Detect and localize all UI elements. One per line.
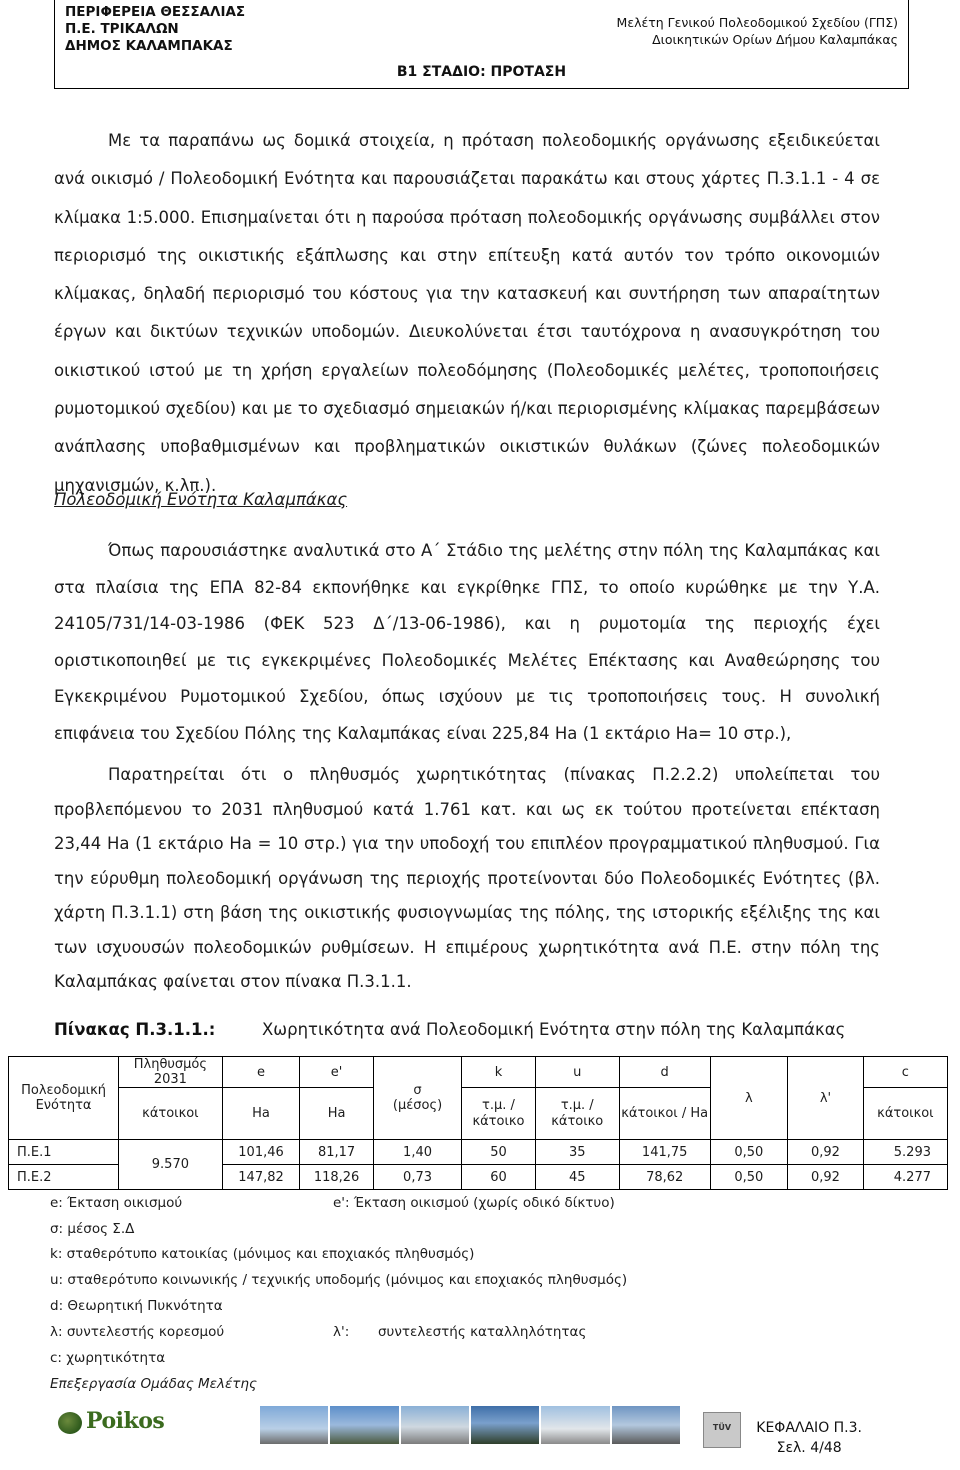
capacity-table (8, 1056, 948, 1190)
footer-photo (401, 1406, 469, 1444)
header-authority (65, 4, 245, 55)
unit-c: κάτοικοι (863, 1088, 947, 1140)
footer-page-number: Σελ. 4/48 (776, 1440, 842, 1456)
row1-k: 50 (462, 1140, 535, 1165)
legend-u: u: σταθερότυπο κοινωνικής / τεχνικής υποδομής (μόνιμος και εποχιακός πληθυσμός) (50, 1272, 628, 1288)
logo-name: Poikos (86, 1408, 165, 1434)
page-header (54, 0, 909, 89)
header-region: ΠΕΡΙΦΕΡΕΙΑ ΘΕΣΣΑΛΙΑΣ (65, 4, 246, 20)
row2-l2: 0,92 (788, 1165, 864, 1190)
th-l: λ (710, 1057, 788, 1140)
footer-photo (541, 1406, 609, 1444)
footer-photo (260, 1406, 328, 1444)
row1-u: 35 (535, 1140, 619, 1165)
th-k: k (462, 1057, 535, 1088)
row2-e2: 118,26 (300, 1165, 373, 1190)
unit-u: τ.μ. / κάτοικο (535, 1088, 619, 1140)
th-u: u (535, 1057, 619, 1088)
footer-photo (612, 1406, 680, 1444)
row2-k: 60 (462, 1165, 535, 1190)
th-l2: λ' (788, 1057, 864, 1140)
unit-e2: Ηa (300, 1088, 373, 1140)
certification-badge (703, 1412, 741, 1448)
table-caption-label: Πίνακας Π.3.1.1.: (54, 1020, 216, 1039)
header-prefecture: Π.Ε. ΤΡΙΚΑΛΩΝ (65, 21, 179, 37)
pop-total: 9.570 (119, 1140, 223, 1190)
legend-e: e: Έκταση οικισμού (50, 1195, 183, 1211)
legend-k: k: σταθερότυπο κατοικίας (μόνιμος και εποχιακός πληθυσμός) (50, 1246, 475, 1262)
row2-l: 0,50 (710, 1165, 788, 1190)
unit-k: τ.μ. / κάτοικο (462, 1088, 535, 1140)
row1-e2: 81,17 (300, 1140, 373, 1165)
row2-c: 4.277 (863, 1165, 947, 1190)
legend-c: c: χωρητικότητα (50, 1350, 166, 1366)
footer-photo (330, 1406, 398, 1444)
header-study-title: Μελέτη Γενικού Πολεοδομικού Σχεδίου (ΓΠΣ) (616, 15, 898, 30)
cert-label: TÜV (712, 1423, 732, 1432)
row1-l2: 0,92 (788, 1140, 864, 1165)
th-e2: e' (300, 1057, 373, 1088)
th-s-sub: (μέσος) (392, 1098, 443, 1113)
footer-photo (471, 1406, 539, 1444)
table-row (9, 1140, 948, 1165)
row2-d: 78,62 (619, 1165, 710, 1190)
header-study (617, 14, 898, 48)
table-caption-text: Χωρητικότητα ανά Πολεοδομική Ενότητα στην πόλη της Καλαμπάκας (262, 1020, 846, 1039)
section-subheading: Πολεοδομική Ενότητα Καλαμπάκας (54, 490, 348, 509)
row2-unit: Π.Ε.2 (9, 1165, 119, 1190)
row2-e: 147,82 (222, 1165, 300, 1190)
paragraph-capacity: Παρατηρείται ότι ο πληθυσμός χωρητικότητας (πίνακας Π.2.2.2) υπολείπεται του προβλεπόμενου το 2031 πληθυσμού κατά 1.761 κατ. και ως εκ τούτου προτείνεται επέκταση 23,44 Ηa (1 εκτάριο Ηa = 10 στρ.) για την υποδοχή του επιπλέον προγραμματικού πληθυσμού. Για την εύρυθμη πολεοδομική οργάνωση της περιοχής προτείνονται δύο Πολεοδομικές Ενότητες (βλ. χάρτη Π.3.1.1) στη βάση της οικιστικής φυσιογνωμίας της πόλης, της ιστορικής εξέλιξης της και των ισχυουσών πολεοδομικών ρυθμίσεων. Η επιμέρους χωρητικότητα ανά Π.Ε. στην πόλη της Καλαμπάκας φαίνεται στον πίνακα Π.3.1.1. (54, 765, 880, 991)
legend-s: σ: μέσος Σ.Δ (50, 1221, 135, 1237)
row1-unit: Π.Ε.1 (9, 1140, 119, 1165)
th-c: c (863, 1057, 947, 1088)
th-s (373, 1057, 462, 1140)
row1-c: 5.293 (863, 1140, 947, 1165)
th-d: d (619, 1057, 710, 1088)
paragraph-intro: Με τα παραπάνω ως δομικά στοιχεία, η πρόταση πολεοδομικής οργάνωσης εξειδικεύεται ανά οικισμό / Πολεοδομική Ενότητα και παρουσιάζεται παρακάτω και στους χάρτες Π.3.1.1 - 4 σε κλίμακα 1:5.000. Επισημαίνεται ότι η παρούσα πρόταση πολεοδομικής οργάνωσης συμβάλλει στον περιορισμό της οικιστικής εξάπλωσης και στην επίτευξη κατά αυτόν τον τρόπο οικονομιών κλίμακας, δηλαδή περιορισμό του κόστους για την κατασκευή και συντήρηση των απαραίτητων έργων και δικτύων τεχνικών υποδομών. Διευκολύνεται έτσι ταυτόχρονα η ανασυγκρότηση του οικιστικού ιστού με τη χρήση εργαλείων πολεοδόμησης (Πολεοδομικές μελέτες, τροποποιήσεις ρυμοτομικού σχεδίου) και με το σχεδιασμό σημειακών ή/και περιορισμένης κλίμακας παρεμβάσεων ανάπλασης υποβαθμισμένων και προβληματικών οικιστικών θυλάκων (ζώνες πολεοδομικών μηχανισμών, κ.λπ.). (54, 131, 880, 495)
row2-s: 0,73 (373, 1165, 462, 1190)
th-pop: Πληθυσμός 2031 (119, 1057, 223, 1088)
logo-emblem-icon (58, 1412, 82, 1434)
unit-pop: κάτοικοι (119, 1088, 223, 1140)
header-study-subtitle: Διοικητικών Ορίων Δήμου Καλαμπάκας (652, 32, 898, 47)
footer-chapter: ΚΕΦΑΛΑΙΟ Π.3. (756, 1420, 862, 1436)
row1-e: 101,46 (222, 1140, 300, 1165)
legend-l: λ: συντελεστής κορεσμού (50, 1324, 225, 1340)
legend-d: d: Θεωρητική Πυκνότητα (50, 1298, 223, 1314)
legend-l2-value: συντελεστής καταλληλότητας (378, 1324, 587, 1340)
header-stage: Β1 ΣΤΑΔΙΟ: ΠΡΟΤΑΣΗ (396, 64, 567, 80)
company-logo (58, 1408, 168, 1438)
footer-photo-strip (260, 1406, 680, 1444)
row2-u: 45 (535, 1165, 619, 1190)
th-unit: Πολεοδομική Ενότητα (9, 1057, 119, 1140)
legend-e2: e': Έκταση οικισμού (χωρίς οδικό δίκτυο) (333, 1195, 615, 1211)
row1-s: 1,40 (373, 1140, 462, 1165)
th-e: e (222, 1057, 300, 1088)
unit-e: Ηa (222, 1088, 300, 1140)
legend-l2-key: λ': (333, 1324, 350, 1340)
table-source: Επεξεργασία Ομάδας Μελέτης (50, 1376, 257, 1392)
row1-d: 141,75 (619, 1140, 710, 1165)
row1-l: 0,50 (710, 1140, 788, 1165)
footer-page-info (756, 1418, 862, 1458)
unit-d: κάτοικοι / Ηa (619, 1088, 710, 1140)
header-municipality: ΔΗΜΟΣ ΚΑΛΑΜΠΑΚΑΣ (65, 38, 233, 54)
paragraph-history: Όπως παρουσιάστηκε αναλυτικά στο Α΄ Στάδιο της μελέτης στην πόλη της Καλαμπάκας και στα πλαίσια της ΕΠΑ 82-84 εκπονήθηκε και εγκρίθηκε ΓΠΣ, το οποίο κυρώθηκε με την Υ.Α. 24105/731/14-03-1986 (ΦΕΚ 523 Δ΄/13-06-1986), και η ρυμοτομία της περιοχής έχει οριστικοποιηθεί με τις εγκεκριμένες Πολεοδομικές Μελέτες Επέκτασης και Αναθεώρησης του Εγκεκριμένου Ρυμοτομικού Σχεδίου, όπως ισχύουν με τις τροποποιήσεις τους. Η συνολική επιφάνεια του Σχεδίου Πόλης της Καλαμπάκας είναι 225,84 Ηa (1 εκτάριο Ηa= 10 στρ.), (54, 541, 880, 743)
th-s-symbol: σ (413, 1083, 422, 1098)
